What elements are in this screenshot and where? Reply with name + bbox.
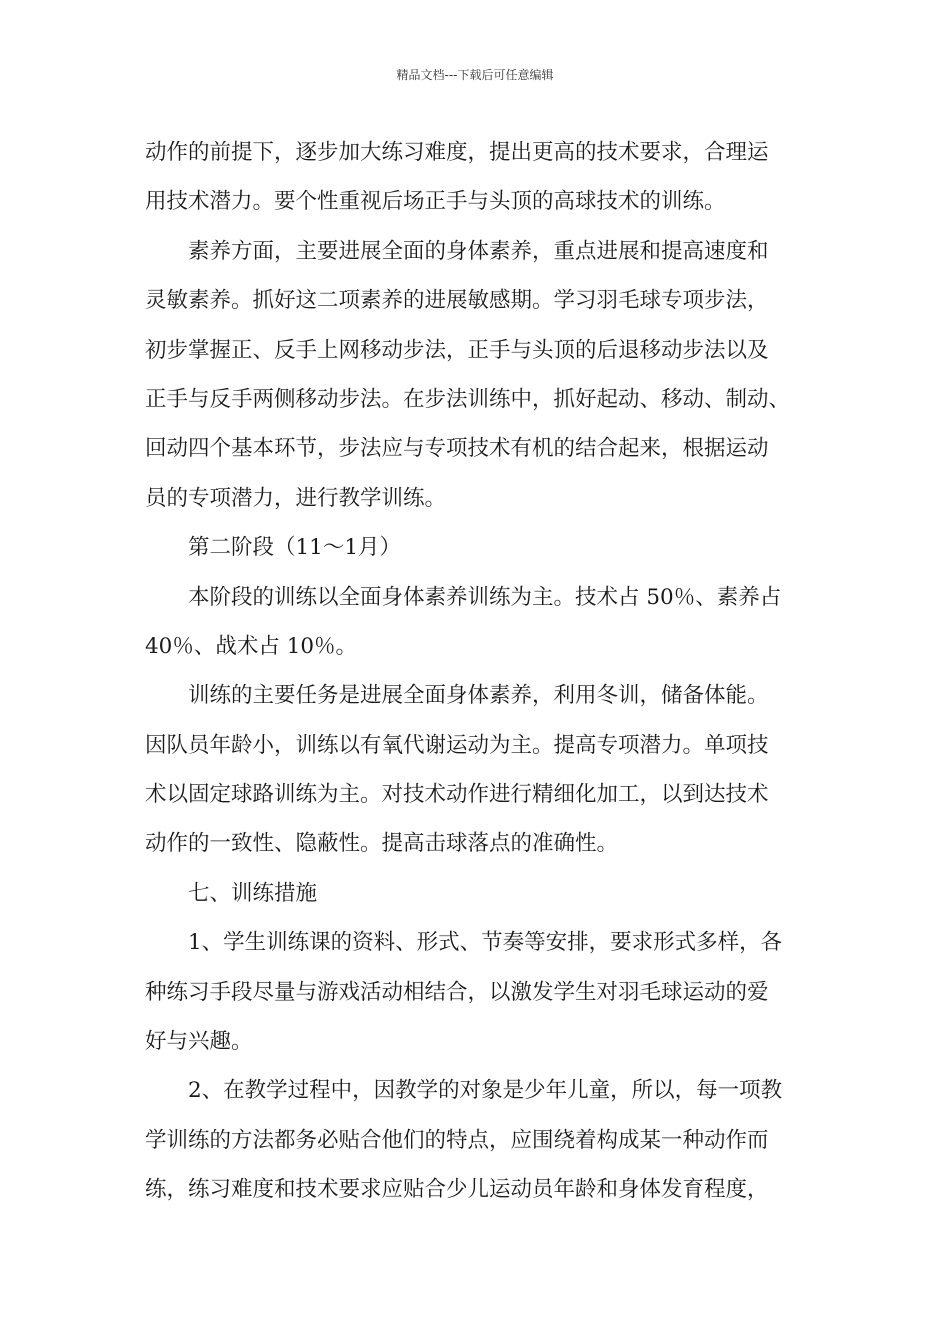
text-line: 初步掌握正、反手上网移动步法，正手与头顶的后退移动步法以及 (145, 337, 769, 363)
text-line: 回动四个基本环节，步法应与专项技术有机的结合起来，根据运动 (145, 436, 769, 462)
text-line: 1、学生训练课的资料、形式、节奏等安排，要求形式多样，各 (188, 930, 783, 956)
text-line: 员的专项潜力，进行教学训练。 (145, 485, 447, 511)
text-line: 七、训练措施 (188, 880, 318, 906)
text-line: 灵敏素养。抓好这二项素养的进展敏感期。学习羽毛球专项步法， (145, 288, 769, 314)
text-line: 训练的主要任务是进展全面身体素养，利用冬训，储备体能。 (188, 683, 769, 709)
text-line: 40％、战术占 10％。 (145, 633, 358, 659)
page-header: 精品文档---下载后可任意编辑 (396, 68, 554, 82)
text-line: 练，练习难度和技术要求应贴合少儿运动员年龄和身体发育程度， (145, 1177, 769, 1203)
text-line: 素养方面，主要进展全面的身体素养，重点进展和提高速度和 (188, 238, 769, 264)
text-line: 种练习手段尽量与游戏活动相结合，以激发学生对羽毛球运动的爱 (145, 979, 769, 1005)
text-line: 用技术潜力。要个性重视后场正手与头顶的高球技术的训练。 (145, 189, 726, 215)
text-line: 好与兴趣。 (145, 1029, 253, 1055)
text-line: 正手与反手两侧移动步法。在步法训练中，抓好起动、移动、制动、 (145, 386, 791, 412)
text-line: 术以固定球路训练为主。对技术动作进行精细化加工，以到达技术 (145, 782, 769, 808)
document-body (145, 128, 820, 1215)
text-line: 第二阶段（11～1月） (188, 535, 402, 561)
text-line: 因队员年龄小，训练以有氧代谢运动为主。提高专项潜力。单项技 (145, 732, 769, 758)
text-line: 2、在教学过程中，因教学的对象是少年儿童，所以，每一项教 (188, 1078, 783, 1104)
text-line: 动作的一致性、隐蔽性。提高击球落点的准确性。 (145, 831, 619, 857)
text-line: 本阶段的训练以全面身体素养训练为主。技术占 50％、素养占 (188, 584, 782, 610)
text-line: 动作的前提下，逐步加大练习难度，提出更高的技术要求，合理运 (145, 140, 769, 165)
text-line: 学训练的方法都务必贴合他们的特点，应围绕着构成某一种动作而 (145, 1127, 769, 1153)
